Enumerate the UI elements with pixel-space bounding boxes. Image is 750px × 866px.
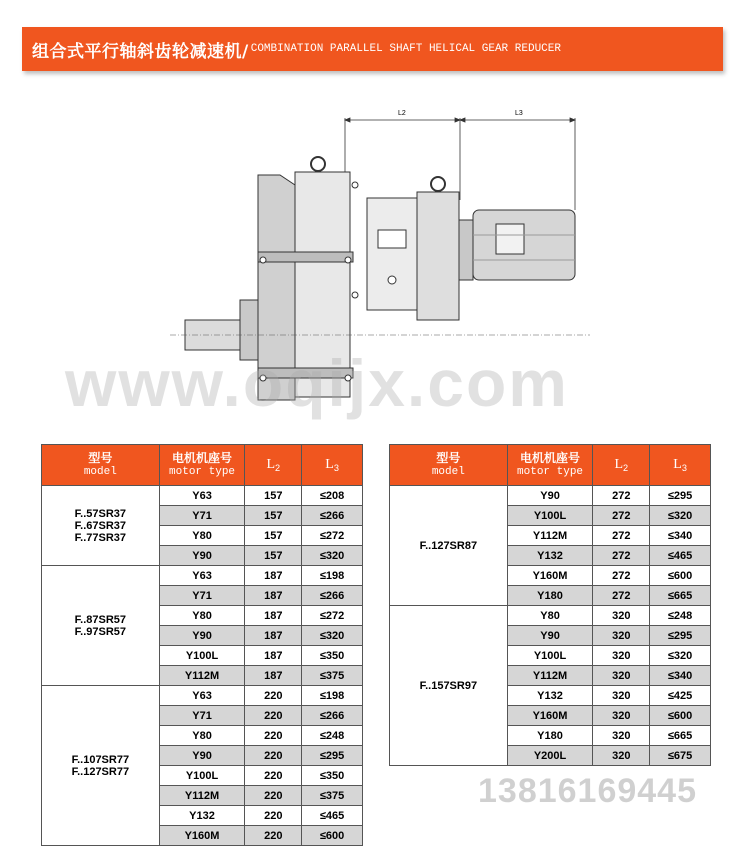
l3-cell: ≤266 bbox=[302, 506, 363, 526]
l2-cell: 272 bbox=[593, 486, 650, 506]
model-name: F..127SR87 bbox=[419, 539, 478, 552]
l3-cell: ≤295 bbox=[650, 626, 711, 646]
l3-cell: ≤266 bbox=[302, 706, 363, 726]
l3-cell: ≤320 bbox=[302, 626, 363, 646]
l2-cell: 157 bbox=[245, 506, 302, 526]
motor-type-cell: Y63 bbox=[159, 566, 245, 586]
model-cell bbox=[42, 486, 160, 566]
header-motor-type: 电机机座号 motor type bbox=[507, 445, 593, 486]
l3-cell: ≤350 bbox=[302, 766, 363, 786]
table-row bbox=[390, 606, 711, 626]
l2-cell: 157 bbox=[245, 486, 302, 506]
l2-cell: 272 bbox=[593, 506, 650, 526]
l3-cell: ≤320 bbox=[650, 646, 711, 666]
l2-cell: 220 bbox=[245, 806, 302, 826]
l2-cell: 320 bbox=[593, 686, 650, 706]
header-l3: $L_3$ bbox=[302, 445, 363, 486]
l3-cell: ≤665 bbox=[650, 726, 711, 746]
model-cell bbox=[390, 606, 508, 766]
motor-type-cell: Y80 bbox=[159, 526, 245, 546]
l2-cell: 272 bbox=[593, 586, 650, 606]
model-name: F..77SR37 bbox=[74, 531, 127, 544]
motor-type-cell: Y160M bbox=[507, 566, 593, 586]
motor-type-cell: Y160M bbox=[507, 706, 593, 726]
l3-cell: ≤198 bbox=[302, 566, 363, 586]
motor-type-cell: Y100L bbox=[507, 646, 593, 666]
l2-cell: 187 bbox=[245, 586, 302, 606]
l2-cell: 220 bbox=[245, 826, 302, 846]
motor-type-cell: Y132 bbox=[507, 546, 593, 566]
motor-type-cell: Y90 bbox=[159, 746, 245, 766]
l3-cell: ≤350 bbox=[302, 646, 363, 666]
motor-type-cell: Y63 bbox=[159, 486, 245, 506]
phone-number: 13816169445 bbox=[478, 772, 698, 810]
l2-cell: 220 bbox=[245, 726, 302, 746]
model-name: F..127SR77 bbox=[71, 765, 130, 778]
motor-type-cell: Y112M bbox=[159, 786, 245, 806]
table-row bbox=[390, 486, 711, 506]
watermark: www.oqijx.com bbox=[65, 346, 569, 420]
motor-type-cell: Y80 bbox=[507, 606, 593, 626]
l2-cell: 157 bbox=[245, 546, 302, 566]
l2-cell: 187 bbox=[245, 566, 302, 586]
l2-cell: 187 bbox=[245, 606, 302, 626]
motor-type-cell: Y80 bbox=[159, 726, 245, 746]
model-name: F..57SR37 bbox=[74, 507, 127, 520]
model-cell bbox=[390, 486, 508, 606]
l2-cell: 320 bbox=[593, 606, 650, 626]
l3-cell: ≤272 bbox=[302, 606, 363, 626]
l3-cell: ≤198 bbox=[302, 686, 363, 706]
l3-cell: ≤248 bbox=[302, 726, 363, 746]
motor-type-cell: Y160M bbox=[159, 826, 245, 846]
motor-type-cell: Y71 bbox=[159, 586, 245, 606]
motor-type-cell: Y132 bbox=[159, 806, 245, 826]
l2-cell: 187 bbox=[245, 646, 302, 666]
motor-type-cell: Y90 bbox=[507, 486, 593, 506]
l3-cell: ≤465 bbox=[650, 546, 711, 566]
motor-type-cell: Y112M bbox=[507, 526, 593, 546]
motor-type-cell: Y180 bbox=[507, 586, 593, 606]
motor-type-cell: Y112M bbox=[159, 666, 245, 686]
l3-cell: ≤295 bbox=[650, 486, 711, 506]
l3-cell: ≤320 bbox=[650, 506, 711, 526]
model-name: F..67SR37 bbox=[74, 519, 127, 532]
l2-cell: 157 bbox=[245, 526, 302, 546]
l2-cell: 320 bbox=[593, 746, 650, 766]
model-name: F..97SR57 bbox=[74, 625, 127, 638]
header-model: 型号 model bbox=[42, 445, 160, 486]
header-l3: $L_3$ bbox=[650, 445, 711, 486]
spec-table-left bbox=[41, 444, 363, 846]
l3-cell: ≤600 bbox=[302, 826, 363, 846]
l3-cell: ≤600 bbox=[650, 566, 711, 586]
l3-cell: ≤600 bbox=[650, 706, 711, 726]
motor-type-cell: Y100L bbox=[159, 766, 245, 786]
l2-cell: 272 bbox=[593, 546, 650, 566]
motor-type-cell: Y90 bbox=[507, 626, 593, 646]
l3-cell: ≤295 bbox=[302, 746, 363, 766]
motor-type-cell: Y80 bbox=[159, 606, 245, 626]
title-en: COMBINATION PARALLEL SHAFT HELICAL GEAR REDUCER bbox=[250, 43, 561, 55]
motor-type-cell: Y100L bbox=[159, 646, 245, 666]
l3-cell: ≤675 bbox=[650, 746, 711, 766]
l3-cell: ≤375 bbox=[302, 786, 363, 806]
l2-cell: 320 bbox=[593, 646, 650, 666]
table-row bbox=[42, 686, 363, 706]
motor-type-cell: Y90 bbox=[159, 546, 245, 566]
l2-cell: 320 bbox=[593, 666, 650, 686]
header-l2: $L_2$ bbox=[245, 445, 302, 486]
l3-cell: ≤320 bbox=[302, 546, 363, 566]
title-banner bbox=[22, 27, 723, 71]
l3-cell: ≤465 bbox=[302, 806, 363, 826]
motor-type-cell: Y132 bbox=[507, 686, 593, 706]
l2-cell: 220 bbox=[245, 746, 302, 766]
model-name: F..87SR57 bbox=[74, 613, 127, 626]
dim-l3-label: L3 bbox=[515, 110, 523, 117]
l3-cell: ≤248 bbox=[650, 606, 711, 626]
l2-cell: 320 bbox=[593, 626, 650, 646]
l2-cell: 272 bbox=[593, 566, 650, 586]
table-row bbox=[42, 566, 363, 586]
header-l2: $L_2$ bbox=[593, 445, 650, 486]
motor-type-cell: Y71 bbox=[159, 506, 245, 526]
l3-cell: ≤375 bbox=[302, 666, 363, 686]
l3-cell: ≤272 bbox=[302, 526, 363, 546]
motor-type-cell: Y71 bbox=[159, 706, 245, 726]
l2-cell: 320 bbox=[593, 706, 650, 726]
motor-type-cell: Y100L bbox=[507, 506, 593, 526]
l3-cell: ≤425 bbox=[650, 686, 711, 706]
model-cell bbox=[42, 566, 160, 686]
title-cn: 组合式平行轴斜齿轮减速机/ bbox=[32, 41, 249, 62]
model-cell bbox=[42, 686, 160, 846]
motor-type-cell: Y180 bbox=[507, 726, 593, 746]
l2-cell: 272 bbox=[593, 526, 650, 546]
header-motor-type: 电机机座号 motor type bbox=[159, 445, 245, 486]
l2-cell: 320 bbox=[593, 726, 650, 746]
l3-cell: ≤208 bbox=[302, 486, 363, 506]
l3-cell: ≤266 bbox=[302, 586, 363, 606]
header-model: 型号 model bbox=[390, 445, 508, 486]
l2-cell: 220 bbox=[245, 786, 302, 806]
l2-cell: 220 bbox=[245, 686, 302, 706]
l3-cell: ≤340 bbox=[650, 666, 711, 686]
l2-cell: 220 bbox=[245, 766, 302, 786]
model-name: F..157SR97 bbox=[419, 679, 478, 692]
model-name: F..107SR77 bbox=[71, 753, 130, 766]
l2-cell: 187 bbox=[245, 626, 302, 646]
l2-cell: 187 bbox=[245, 666, 302, 686]
l3-cell: ≤665 bbox=[650, 586, 711, 606]
motor-type-cell: Y200L bbox=[507, 746, 593, 766]
l2-cell: 220 bbox=[245, 706, 302, 726]
motor-type-cell: Y90 bbox=[159, 626, 245, 646]
spec-table-right bbox=[389, 444, 711, 766]
motor-type-cell: Y112M bbox=[507, 666, 593, 686]
motor-type-cell: Y63 bbox=[159, 686, 245, 706]
l3-cell: ≤340 bbox=[650, 526, 711, 546]
table-row bbox=[42, 486, 363, 506]
dim-l2-label: L2 bbox=[398, 110, 406, 117]
